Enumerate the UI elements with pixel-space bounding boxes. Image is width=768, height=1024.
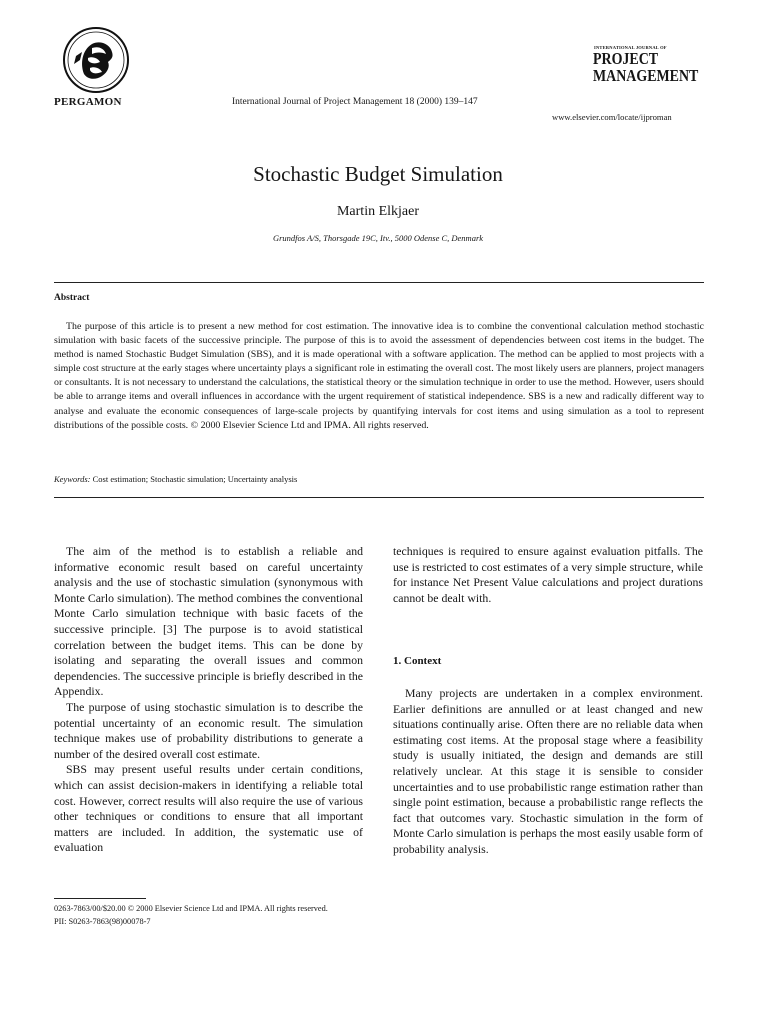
abstract-text: The purpose of this article is to present a new method for cost estimation. The innovative idea is to combine the conventional calculation method stochastic simulation with basic facets of the successive principle. The purpose of this is to avoid the assessment of dependencies between cost items in the budget. The method is named Stochastic Budget Simulation (SBS), and it is made operational with a software application. The method can be applied to most projects with a simple cost structure at the early stages where uncertainty plays a significant role in estimating the overall cost. The most likely users are planners, project managers or consultants. It is not necessary to understand the calculations, the statistical theory or the simulation technique in order to use the method. However, users should be able to arrange items and overall influences in accordance with the urgent requirement of statistical independence. SBS is a new and radically different way to analyse and evaluate the economic consequences of large-scale projects by quantifying intervals for cost items and using simulation as a tool to represent distributions of the possible costs. © 2000 Elsevier Science Ltd and IPMA. All rights reserved. [54,321,704,431]
journal-url-link[interactable]: www.elsevier.com/locate/ijproman [552,112,672,122]
copyright-line: 0263-7863/00/$20.00 © 2000 Elsevier Science Ltd and IPMA. All rights reserved. [54,904,328,913]
author-affiliation: Grundfos A/S, Thorsgade 19C, Itv., 5000 Odense C, Denmark [272,233,484,243]
journal-citation: International Journal of Project Management 18 (2000) 139–147 [232,97,478,107]
footer-rule [54,898,146,899]
article-author: Martin Elkjaer [336,204,420,219]
journal-masthead-small: INTERNATIONAL JOURNAL OF [594,45,667,50]
body-right-column-top [393,544,703,606]
body-right-column-bottom [393,686,703,858]
abstract-bottom-rule [54,497,704,498]
body-paragraph: Many projects are undertaken in a complex environment. Earlier definitions are annulled or at least changed and new situations continually arise. Often there are no reliable data when estimating cost items. At the proposal stage where a feasibility study is usually initiated, the design and demands are still relatively unclear. At this stage it is sensible to consider uncertainties and to use probabilistic range estimation rather than single point estimation, because a probabilistic range reflects the fact that outcomes vary. Stochastic simulation in the form of Monte Carlo simulation is perhaps the most easily usable form of probability analysis. [393,686,703,856]
pii-line: PII: S0263-7863(98)00078-7 [54,917,151,926]
publisher-logo-icon [62,26,130,94]
body-paragraph: The aim of the method is to establish a reliable and informative economic result based on careful uncertainty analysis and the use of stochastic simulation (synonymous with Monte Carlo simulation). The method combines the conventional Monte Carlo simulation technique with basic facets of the successive principle. [3] The purpose is to avoid statistical correlation between the budget items. This can be done by isolating and separating the overall issues and common dependencies. The successive principle is briefly described in the Appendix. [54,544,363,699]
body-paragraph: SBS may present useful results under certain conditions, which can assist decision-makers in identifying a reliable total cost. However, correct results will also require the use of various other techniques or conditions to ensure that all important matters are included. In addition, the systematic use of evaluation [54,762,363,855]
abstract-top-rule [54,282,704,283]
keywords-line [54,474,297,484]
journal-masthead [593,50,698,84]
publisher-name: PERGAMON [54,96,122,108]
journal-masthead-line2: MANAGEMENT [593,66,699,85]
body-paragraph: The purpose of using stochastic simulation is to describe the potential uncertainty of an economic result. The simulation technique makes use of probability distributions to generate a number of the desired overall cost estimate. [54,699,363,761]
article-title: Stochastic Budget Simulation [253,162,503,186]
journal-masthead-line1: PROJECT [593,49,659,68]
body-left-column [54,544,363,856]
section-heading-context: 1. Context [393,655,442,667]
keywords-label: Keywords: [54,474,91,484]
keywords-list: Cost estimation; Stochastic simulation; Uncertainty analysis [92,474,298,484]
body-paragraph: techniques is required to ensure against evaluation pitfalls. The use is restricted to cost estimates of a very simple structure, while for instance Net Present Value calculations and project durations cannot be dealt with. [393,544,703,605]
abstract-heading: Abstract [54,293,90,303]
